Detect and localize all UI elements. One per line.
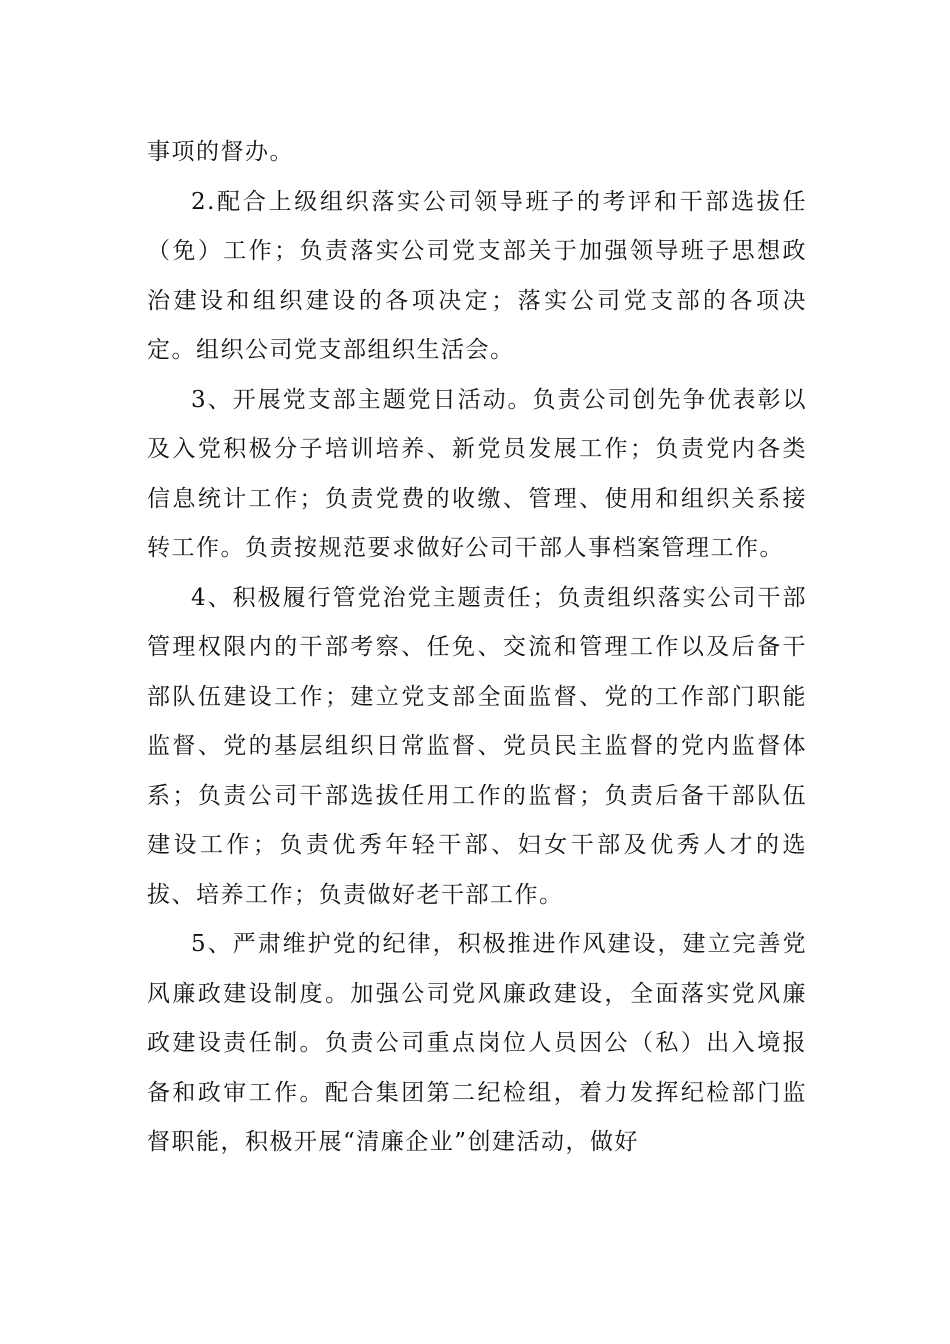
paragraph-continuation: 事项的督办。 bbox=[147, 139, 294, 165]
paragraph-item-4: 4、积极履行管党治党主题责任；负责组织落实公司干部管理权限内的干部考察、任免、交流和管理工作以及后备干部队伍建设工作；建立党支部全面监督、党的工作部门职能监督、党的基层组织日常监督、党员民主监督的党内监督体系；负责公司干部选拔任用工作的监督；负责后备干部队伍建设工作；负责优秀年轻干部、妇女干部及优秀人才的选拔、培养工作；负责做好老干部工作。 bbox=[147, 584, 807, 908]
paragraph-item-2: 2.配合上级组织落实公司领导班子的考评和干部选拔任（免）工作；负责落实公司党支部关于加强领导班子思想政治建设和组织建设的各项决定；落实公司党支部的各项决定。组织公司党支部组织生活会。 bbox=[147, 188, 807, 363]
paragraph-item-5: 5、严肃维护党的纪律，积极推进作风建设，建立完善党风廉政建设制度。加强公司党风廉政建设，全面落实党风廉政建设责任制。负责公司重点岗位人员因公（私）出入境报备和政审工作。配合集团第二纪检组，着力发挥纪检部门监督职能，积极开展“清廉企业”创建活动，做好 bbox=[147, 931, 807, 1155]
paragraph-item-3: 3、开展党支部主题党日活动。负责公司创先争优表彰以及入党积极分子培训培养、新党员发展工作；负责党内各类信息统计工作；负责党费的收缴、管理、使用和组织关系接转工作。负责按规范要求做好公司干部人事档案管理工作。 bbox=[147, 386, 807, 561]
document-body bbox=[147, 128, 807, 1168]
